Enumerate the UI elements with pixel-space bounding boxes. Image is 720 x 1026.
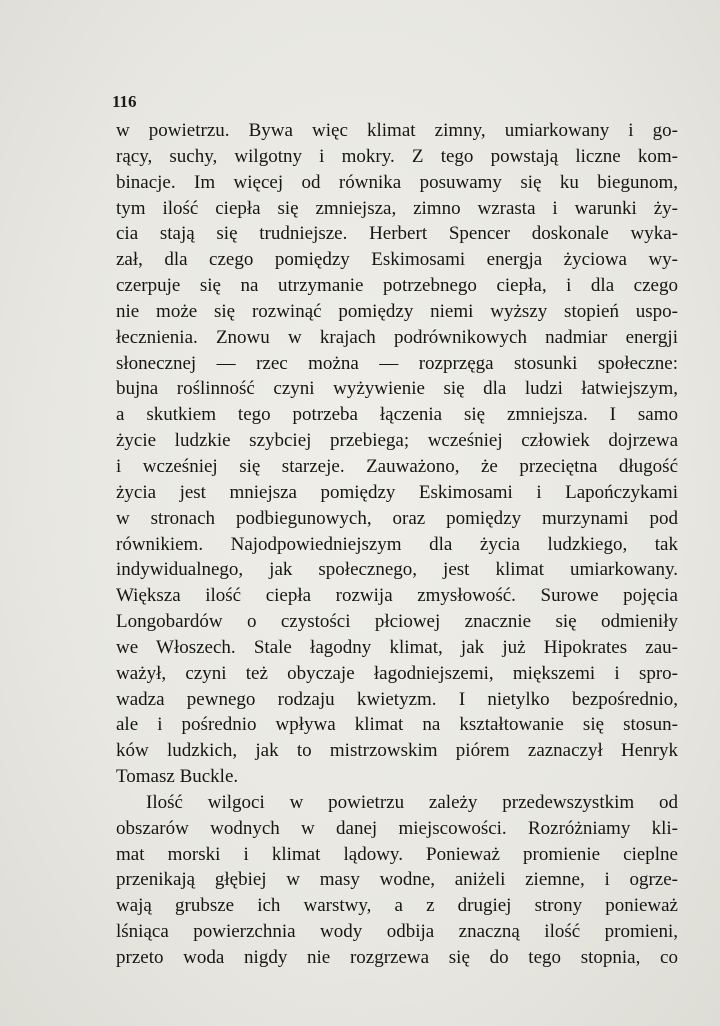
text-line-paragraph-end: Tomasz Buckle. (116, 766, 239, 788)
body-text (116, 118, 678, 971)
text-line: lśniąca powierzchnia wody odbija znaczną ilość promieni, (116, 921, 678, 943)
text-line: Longobardów o czystości płciowej znacznie się odmieniły (116, 611, 678, 633)
text-line: binacje. Im więcej od równika posuwamy się ku biegunom, (116, 171, 678, 193)
text-line: ważył, czyni też obyczaje łagodniejszemi, miększemi i spro- (116, 662, 678, 684)
text-line: życie ludzkie szybciej przebiega; wcześniej człowiek dojrzewa (116, 430, 678, 452)
text-line: przenikają głębiej w masy wodne, aniżeli ziemne, i ogrze- (116, 869, 678, 891)
text-line: ków ludzkich, jak to mistrzowskim piórem zaznaczył Henryk (116, 740, 678, 762)
text-line: ale i pośrednio wpływa klimat na kształtowanie się stosun- (116, 714, 678, 736)
text-line: Większa ilość ciepła rozwija zmysłowość. Surowe pojęcia (116, 585, 678, 607)
text-line: i wcześniej się starzeje. Zauważono, że przeciętna długość (116, 455, 678, 477)
text-line-paragraph-start: Ilość wilgoci w powietrzu zależy przedewszystkim od (146, 791, 678, 813)
text-line: wają grubsze ich warstwy, a z drugiej strony ponieważ (116, 895, 678, 917)
text-line: mat morski i klimat lądowy. Ponieważ promienie cieplne (116, 843, 678, 865)
text-line: tym ilość ciepła się zmniejsza, zimno wzrasta i warunki ży- (116, 197, 678, 219)
text-line: bujna roślinność czyni wyżywienie się dla ludzi łatwiejszym, (116, 378, 678, 400)
text-line: indywidualnego, jak społecznego, jest klimat umiarkowany. (116, 559, 678, 581)
text-line: rący, suchy, wilgotny i mokry. Z tego powstają liczne kom- (116, 145, 678, 167)
text-line: w stronach podbiegunowych, oraz pomiędzy murzynami pod (116, 507, 678, 529)
text-line: czerpuje się na utrzymanie potrzebnego ciepła, i dla czego (116, 275, 678, 297)
text-line: równikiem. Najodpowiedniejszym dla życia ludzkiego, tak (116, 533, 678, 555)
text-line: a skutkiem tego potrzeba łączenia się zmniejsza. I samo (116, 404, 678, 426)
page-number: 116 (112, 92, 137, 111)
text-line: życia jest mniejsza pomiędzy Eskimosami i Lapończykami (116, 481, 678, 503)
text-line: cia stają się trudniejsze. Herbert Spencer doskonale wyka- (116, 223, 678, 245)
text-line: w powietrzu. Bywa więc klimat zimny, umiarkowany i go- (116, 120, 678, 141)
text-line: nie może się rozwinąć pomiędzy niemi wyższy stopień uspo- (116, 300, 678, 322)
text-line: wadza pewnego rodzaju kwietyzm. I nietylko bezpośrednio, (116, 688, 678, 710)
text-line: we Włoszech. Stale łagodny klimat, jak już Hipokrates zau- (116, 636, 678, 658)
text-line: łecznienia. Znowu w krajach podrównikowych nadmiar energji (116, 326, 678, 348)
text-line: zał, dla czego pomiędzy Eskimosami energja życiowa wy- (116, 249, 678, 271)
text-line: przeto woda nigdy nie rozgrzewa się do tego stopnia, co (116, 947, 678, 968)
text-line: słonecznej — rzec można — rozprzęga stosunki społeczne: (116, 352, 678, 374)
text-line: obszarów wodnych w danej miejscowości. Rozróżniamy kli- (116, 817, 678, 839)
